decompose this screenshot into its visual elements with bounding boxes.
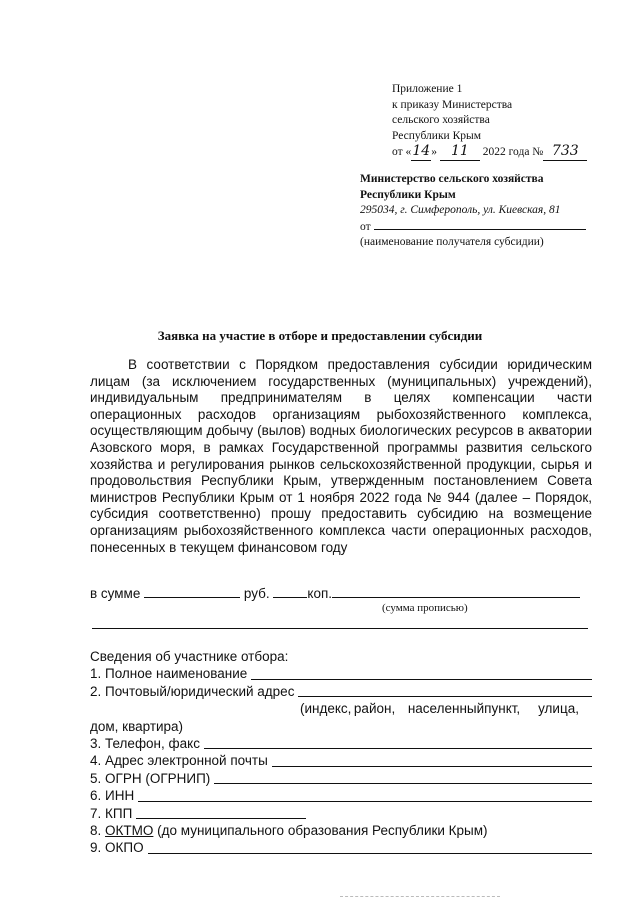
recipient-from-line xyxy=(360,219,586,236)
order-number: 733 xyxy=(543,144,587,161)
recipient-block xyxy=(360,172,586,251)
participant-info xyxy=(90,648,592,857)
sum-kop-label: коп. xyxy=(307,586,333,601)
info-label-oktmo-note: (до муниципального образования Республики Крым) xyxy=(157,822,488,838)
appendix-line-1: Приложение 1 xyxy=(392,83,463,95)
address-note-district: район, xyxy=(353,701,396,717)
info-heading-text: Сведения об участнике отбора: xyxy=(90,648,289,664)
paragraph-text: В соответствии с Порядком предоставления субсидии юридическим лицам (за исключением государственных (муниципальных) учреждений), индивидуальным предпринимателям в целях компенсации части операционных расходов организациям рыбохозяйственного комплекса, осуществляющим добычу (вылов) водных биологических ресурсов в акватории Азовского моря, в рамках Государственной программы развития сельского хозяйства и регулирования рынков сельскохозяйственной продукции, сырья и продовольствия Республики Крым, утвержденным постановлением Совета министров Республики Крым от 1 ноября 2022 года № 944 (далее – Порядок, субсидия соответственно) прошу предоставить субсидию на возмещение организациям рыбохозяйственного комплекса части операционных расходов, понесенных в текущем финансовом году xyxy=(90,357,592,555)
page-bottom-divider xyxy=(340,896,500,897)
info-label-email: 4. Адрес электронной почты xyxy=(90,753,268,769)
date-month: 11 xyxy=(440,144,480,161)
sum-row xyxy=(90,586,580,601)
recipient-address: 295034, г. Симферополь, ул. Киевская, 81 xyxy=(360,204,561,216)
info-address-note-cont xyxy=(90,718,592,735)
info-label-address: 2. Почтовый/юридический адрес xyxy=(90,683,295,699)
kpp-field[interactable] xyxy=(136,818,306,819)
date-mid: » xyxy=(431,146,437,158)
address-note-point: пункт, xyxy=(484,701,521,717)
info-row-okpo xyxy=(90,839,592,856)
sum-continuation-line[interactable] xyxy=(92,628,588,629)
address-field[interactable] xyxy=(298,696,592,697)
body-paragraph xyxy=(90,357,592,556)
sum-kop-field[interactable] xyxy=(273,587,307,598)
appendix-block xyxy=(392,82,587,161)
ogrn-field[interactable] xyxy=(214,783,592,784)
info-heading xyxy=(90,648,592,665)
info-label-ogrn: 5. ОГРН (ОГРНИП) xyxy=(90,770,211,786)
info-row-oktmo xyxy=(90,822,592,839)
info-address-note xyxy=(90,700,592,717)
date-day: 14 xyxy=(412,143,431,159)
recipient-name-field[interactable] xyxy=(374,219,586,230)
info-row-kpp xyxy=(90,805,592,822)
email-field[interactable] xyxy=(272,766,592,767)
document-title: Заявка на участие в отборе и предоставлении субсидии xyxy=(157,328,483,343)
sum-words-field[interactable] xyxy=(332,587,580,598)
sum-rub-label: руб. xyxy=(243,586,270,601)
appendix-line-4: Республики Крым xyxy=(392,129,481,142)
address-note-index: (индекс, xyxy=(300,701,352,717)
appendix-line-3: сельского хозяйства xyxy=(392,114,490,126)
sum-prefix: в сумме xyxy=(90,586,141,601)
info-label-oktmo: ОКТМО xyxy=(105,822,154,838)
info-label-full-name: 1. Полное наименование xyxy=(90,666,248,682)
recipient-from: от xyxy=(360,220,371,233)
info-row-address xyxy=(90,683,592,700)
info-row-full-name xyxy=(90,665,592,682)
recipient-org-line-2: Республики Крым xyxy=(360,188,456,201)
appendix-line-2: к приказу Министерства xyxy=(392,98,513,111)
info-label-okpo: 9. ОКПО xyxy=(90,840,144,856)
info-row-ogrn xyxy=(90,770,592,787)
address-note-house: дом, квартира) xyxy=(90,718,184,734)
info-label-phone: 3. Телефон, факс xyxy=(90,735,200,751)
okpo-field[interactable] xyxy=(148,853,592,854)
info-label-inn: 6. ИНН xyxy=(90,788,135,804)
appendix-date-line xyxy=(392,144,587,161)
info-row-phone xyxy=(90,735,592,752)
date-year: 2022 года № xyxy=(482,146,544,158)
address-note-street: улица, xyxy=(538,701,579,717)
recipient-org-line-1: Министерство сельского хозяйства xyxy=(360,173,544,185)
info-label-oktmo-num: 8. xyxy=(90,822,102,838)
info-row-inn xyxy=(90,787,592,804)
sum-note: (сумма прописью) xyxy=(382,602,468,614)
info-label-kpp: 7. КПП xyxy=(90,805,133,821)
date-prefix: от « xyxy=(392,146,412,158)
full-name-field[interactable] xyxy=(251,679,592,680)
phone-field[interactable] xyxy=(204,748,592,749)
sum-rub-field[interactable] xyxy=(144,587,240,598)
recipient-note: (наименование получателя субсидии) xyxy=(360,236,544,248)
info-row-email xyxy=(90,752,592,769)
address-note-settlement: населенный xyxy=(407,701,485,717)
inn-field[interactable] xyxy=(138,801,592,802)
